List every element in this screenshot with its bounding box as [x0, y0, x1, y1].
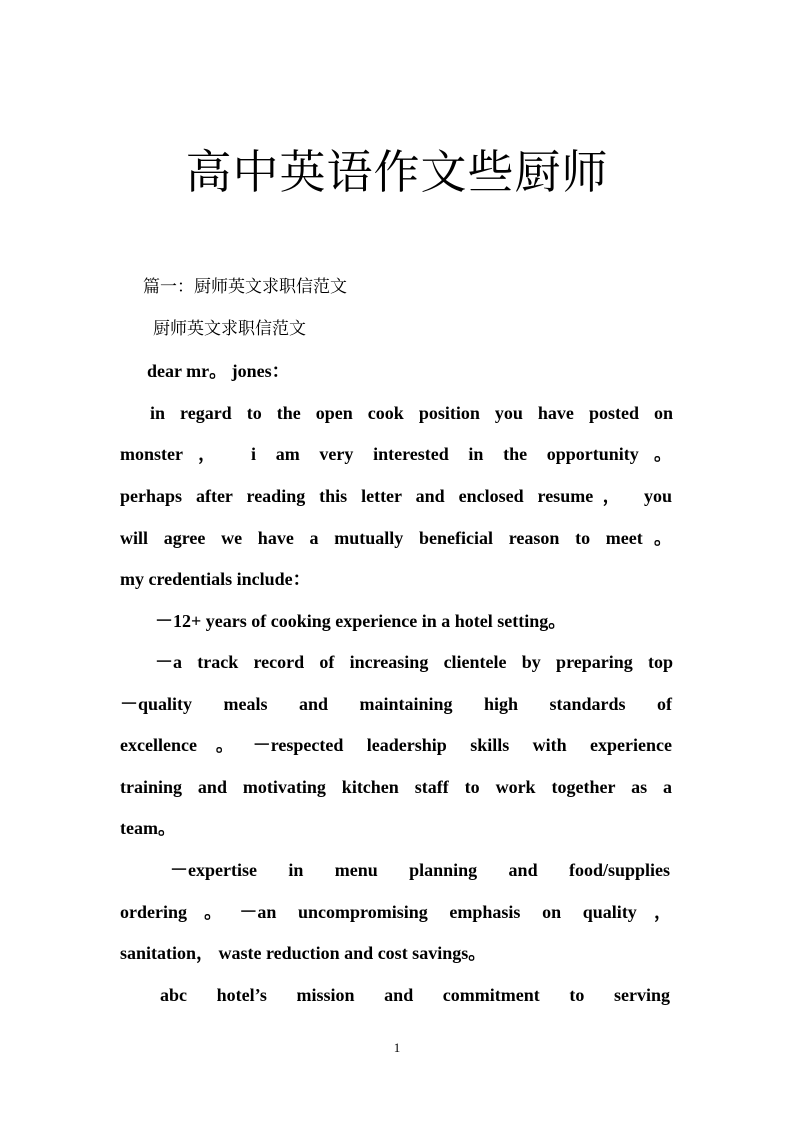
page-number: 1: [393, 1040, 401, 1055]
body-line: will agree we have a mutually beneficial reason to meet。: [120, 528, 672, 548]
section-heading: 篇一：厨师英文求职信范文: [143, 277, 347, 297]
body-line: team。: [120, 818, 176, 838]
document-title: 高中英语作文些厨师: [185, 145, 609, 199]
list-item: －a track record of increasing clientele by preparing top: [155, 652, 673, 672]
body-line: excellence。－respected leadership skills with experience: [120, 735, 672, 755]
body-line: in regard to the open cook position you have posted on: [150, 403, 673, 423]
body-line: sanitation， waste reduction and cost savings。: [120, 943, 487, 963]
body-line: my credentials include：: [120, 569, 311, 589]
body-line: ordering。－an uncompromising emphasis on quality，: [120, 902, 672, 922]
body-line: monster， i am very interested in the opportunity。: [120, 444, 672, 464]
sub-heading: 厨师英文求职信范文: [153, 319, 306, 339]
list-item: －expertise in menu planning and food/supplies: [170, 860, 670, 880]
body-line: training and motivating kitchen staff to work together as a: [120, 777, 672, 797]
body-line: perhaps after reading this letter and enclosed resume， you: [120, 486, 672, 506]
body-line: abc hotel’s mission and commitment to serving: [160, 985, 670, 1005]
salutation: dear mr。 jones：: [147, 361, 290, 381]
body-line: －quality meals and maintaining high standards of: [120, 694, 672, 714]
list-item: －12+ years of cooking experience in a hotel setting。: [155, 611, 567, 631]
